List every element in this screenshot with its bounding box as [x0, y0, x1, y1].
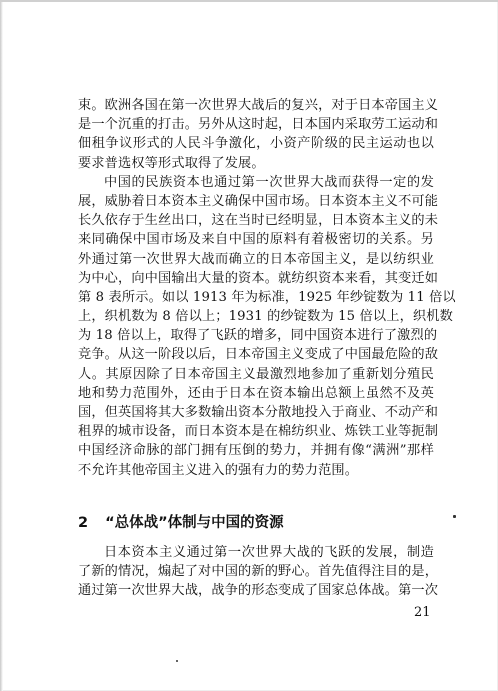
text-line: 地和势力范围外，还由于日本在资本输出总额上虽然不及英: [78, 385, 434, 401]
text-line: 是一个沉重的打击。另外从这时起，日本国内采取劳工运动和: [78, 117, 439, 133]
text-line: 上，织机数为 8 倍以上；1931 的纱锭数为 15 倍以上，织机数: [78, 309, 453, 325]
text-line: 不允许其他帝国主义进入的强有力的势力范围。: [78, 462, 359, 478]
page-number: 21: [414, 605, 431, 620]
section-heading: [78, 511, 434, 532]
section-number: 2: [78, 515, 89, 531]
text-line: 佃租争议形式的人民斗争激化，小资产阶级的民主运动也以: [78, 136, 434, 152]
text-line: 人。其原因除了日本帝国主义最激烈地参加了重新划分殖民: [78, 366, 434, 382]
text-line: 来同确保中国市场及来自中国的原料有着极密切的关系。另: [78, 232, 434, 248]
scan-edge-top: [0, 0, 498, 2]
body-text-bottom: [78, 543, 439, 601]
text-line: 中国的民族资本也通过第一次世界大战而获得一定的发: [104, 174, 434, 190]
text-line: 为 18 倍以上，取得了飞跃的增多，同中国资本进行了激烈的: [78, 328, 438, 344]
text-line: 通过第一次世界大战，战争的形态变成了国家总体战。第一次: [78, 583, 439, 599]
text-line: 第 8 表所示。如以 1913 年为标准，1925 年纱锭数为 11 倍以: [78, 289, 456, 305]
text-line: 长久依存于生丝出口，这在当时已经明显，日本资本主义的未: [78, 213, 439, 229]
body-text-top: [78, 96, 456, 480]
text-line: 中国经济命脉的部门拥有压倒的势力，并拥有像“满洲”那样: [78, 443, 434, 459]
text-line: 国，但英国将其大多数输出资本分散地投入于商业、不动产和: [78, 405, 439, 420]
text-line: 展，威胁着日本资本主义确保中国市场。日本资本主义不可能: [78, 193, 439, 209]
text-line: 日本资本主义通过第一次世界大战的飞跃的发展，制造: [104, 545, 434, 560]
text-line: 了新的情况，煽起了对中国的新的野心。首先值得注目的是，: [78, 564, 439, 580]
text-line: 要求普选权等形式取得了发展。: [78, 155, 265, 171]
scan-edge-left: [0, 0, 3, 691]
text-line: 外通过第一次世界大战而确立的日本帝国主义，是以纺织业: [78, 251, 434, 267]
text-line: 租界的城市设备，而日本资本是在棉纺织业、炼铁工业等扼制: [78, 424, 439, 440]
text-line: 为中心，向中国输出大量的资本。就纺织资本来看，其变迁如: [78, 270, 439, 286]
text-line: 束。欧洲各国在第一次世界大战后的复兴，对于日本帝国主义: [78, 98, 439, 113]
scan-speck: [176, 660, 178, 662]
section-title: “总体战”体制与中国的资源: [105, 515, 284, 531]
scan-speck: [453, 515, 456, 518]
text-line: 竞争。从这一阶段以后，日本帝国主义变成了中国最危险的敌: [78, 347, 439, 363]
